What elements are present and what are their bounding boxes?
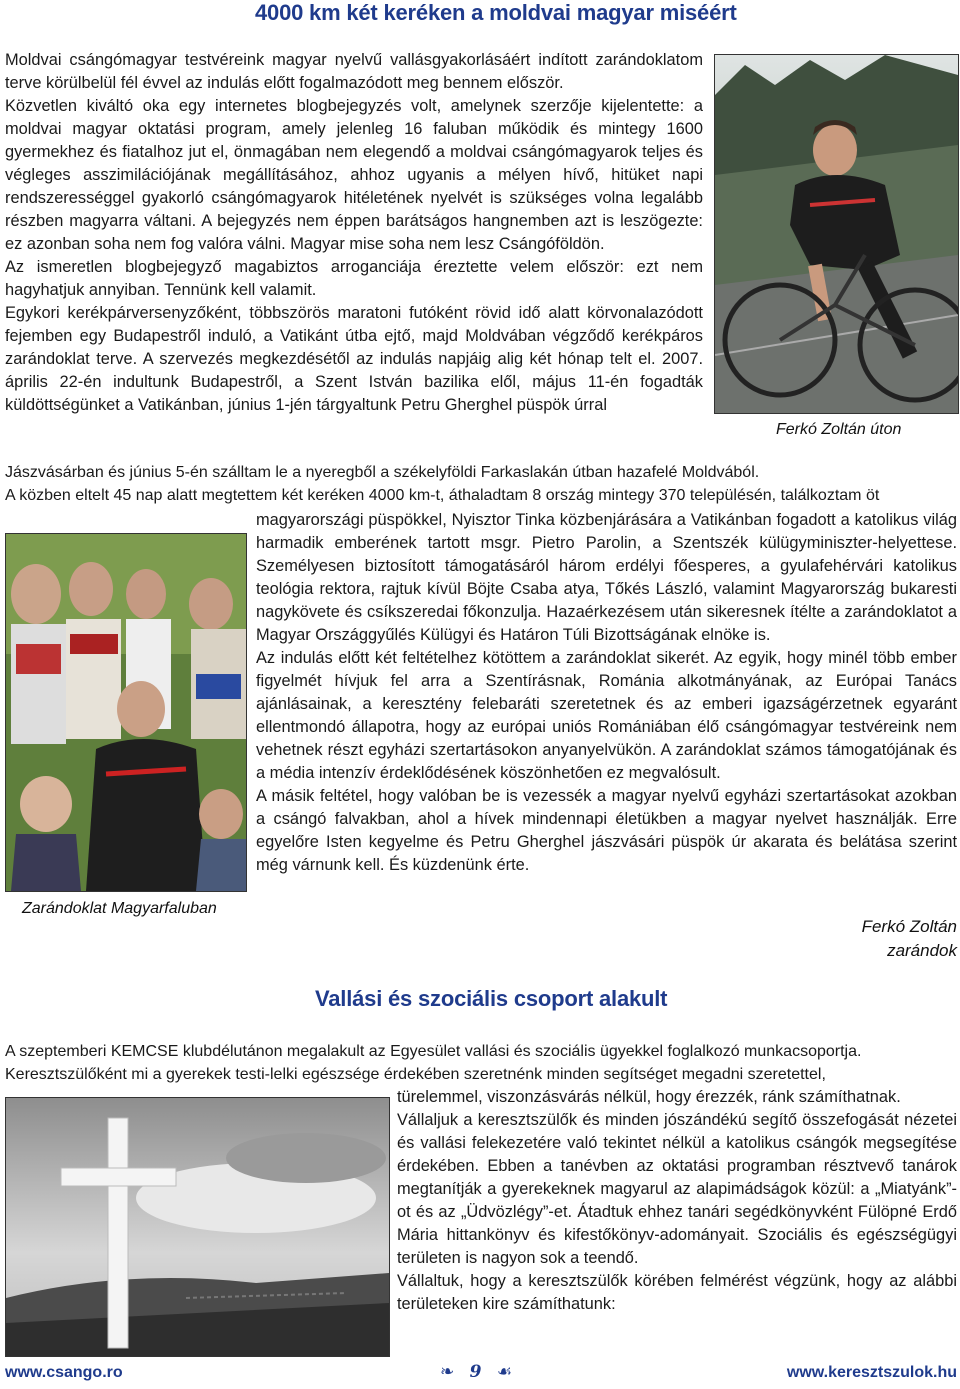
- cross-photo: [5, 1097, 390, 1357]
- article2-line2: Keresztszülőként mi a gyerekek testi-lelki egészsége érdekében szeretnénk minden segítséget megadni szeretettel,: [5, 1066, 826, 1083]
- arrogance-paragraph: Az ismeretlen blogbejegyző magabiztos arroganciája éreztette velem először: ezt nem hagyhatjuk annyiban. Tennünk kell valamit.: [5, 258, 703, 299]
- conditions-paragraph: Az indulás előtt két feltételhez kötöttem a zarándoklat sikerét. Az egyik, hogy minél több ember figyelmét hívjuk fel arra a Szentírásnak, Románia alkotmányának, az Európai Tanács ajánlásainak, a keresztény felebaráti szeretetnek és az emberi igazságérzetnek egyaránt ellentmondó állapotra, hogy az európai uniós Romániában élő csángómagyar testvéreink nem vehetnek részt egyházi szertartásokon anyanyelvükön. A zarándoklat számos támogatójának és a média intenzív érdeklődésének köszönhetően ez megvalósult.: [256, 649, 957, 782]
- bishops-paragraph: magyarországi püspökkel, Nyisztor Tinka közbenjárására a Vatikánban fogadott a katolikus világ harmadik emberének tartott msgr. Pietro Parolin, a Szentszék külügyminiszter-helyettese. Személyesen biztosított támogatásáról három erdélyi főesperes, a gyulafehérvári katolikus teológia rektora, rajtuk kívül Böjte Csaba atya, Tőkés László, valamint Magyarország bukaresti nagykövete és csíkszeredai főkonzulja. Hazaérkezésem után sikeresnek ítélte a zarándoklatot a Magyar Országgyűlés Külügyi és Határon Túli Bizottságának elnöke is.: [256, 511, 957, 644]
- article2-col-line1: türelemmel, viszonzásvárás nélkül, hogy érezzék, ránk számíthatnak.: [397, 1088, 901, 1106]
- article2-col-paragraph-2: Vállaltuk, hogy a keresztszülők körében felmérést végzünk, hogy az alábbi területeken kire számíthatunk:: [397, 1272, 957, 1313]
- signature-role: zarándok: [887, 941, 957, 960]
- article2-line1: A szeptemberi KEMCSE klubdélutánon megalakult az Egyesület vallási és szociális ügyekkel foglalkozó munkacsoportja.: [5, 1043, 862, 1060]
- group-photo: [5, 533, 247, 892]
- article2-col-paragraph: Vállaljuk a keresztszülők és minden jószándékú segítő összefogását nézetei és vallási felekezetére való tekintet nélkül a katolikus csángók megsegítése érdekében. Ebben a tanévben az oktatási programban résztvevő tanárok megtanítják a gyerekeknek magyarul az alapimádságok közül: a „Miatyánk”-ot és az „Üdvözlégy”-et. Átadtuk ehhez tanári segédkönyvként Fülöpné Erdő Mária hittankönyv és kifestőkönyv-adományait. Szociális és egészségügyi területen is nagyon sok a teendő.: [397, 1111, 957, 1267]
- distance-line: A közben eltelt 45 nap alatt megtettem két keréken 4000 km-t, áthaladtam 8 ország mintegy 370 településén, találkoztam öt: [5, 487, 880, 504]
- second-condition-paragraph: A másik feltétel, hogy valóban be is vezessék a magyar nyelvű egyházi szertartásokat azokban a csángó falvakban, ahol a hívek mindennapi életükben a magyar nyelvet használják. Erre egyelőre Isten kegyelme és Petru Gherghel jászvásári püspök úr akarata és belátása szerint még várnunk kell. És küzdenünk érte.: [256, 787, 957, 874]
- signature-name: Ferkó Zoltán: [861, 917, 957, 936]
- page-number: 9: [469, 1362, 482, 1382]
- article-title: 4000 km két keréken a moldvai magyar miséért: [255, 0, 737, 25]
- jaszvasar-line: Jászvásárban és június 5-én szálltam le a nyeregből a székelyföldi Farkaslakán útban hazafelé Moldvából.: [5, 464, 760, 481]
- blog-paragraph: Közvetlen kiváltó oka egy internetes blogbejegyzés volt, amelynek szerzője kijelentette: a moldvai magyar oktatási program, amely jelenleg 16 faluban működik és mintegy 1600 gyermekhez és fiatalhoz jut el, önmagában nem elegendő a moldvai csángómagyarok teljes és végleges asszimilációjának megállításához, ahhoz ugyanis a mélyen hívő, hitüket napi rendszerességgel gyakorló csángómagyarok hitéletének nyelvét is szükséges volna legalább részben magyarra váltani. A bejegyzés nem éppen barátságos hangnemben azt is leszögezte: ez azonban soha nem fog valóra válni. Magyar mise soha nem lesz Csángóföldön.: [5, 97, 703, 253]
- cyclist-photo: [714, 54, 959, 414]
- group-caption: Zarándoklat Magyarfaluban: [22, 900, 217, 917]
- article1-right-column: [256, 509, 957, 877]
- ornament-right-icon: ☙: [496, 1362, 513, 1382]
- racer-paragraph: Egykori kerékpárversenyzőként, többszörös maratoni futóként rövid idő alatt körvonalazódott fejemben egy Budapestről induló, a Vatikánt útba ejtő, majd Moldvában végződő kerékpáros zarándoklat terve. A szervezés megkezdésétől az indulás napjáig alig két hónap telt el. 2007. április 22-én indultunk Budapestről, a Szent István bazilika elől, május 11-én fogadták küldöttségünket a Vatikánban, június 1-jén tárgyaltunk Petru Gherghel püspök úrral: [5, 304, 703, 414]
- page-number-block: [440, 1362, 512, 1382]
- cyclist-caption: Ferkó Zoltán úton: [776, 421, 902, 438]
- article2-title: Vallási és szociális csoport alakult: [315, 986, 668, 1011]
- ornament-left-icon: ❧: [440, 1362, 455, 1382]
- article2-column: [397, 1086, 957, 1316]
- footer-left-link[interactable]: www.csango.ro: [5, 1364, 123, 1381]
- intro-paragraph: Moldvai csángómagyar testvéreink magyar nyelvű vallásgyakorlásáért indított zarándoklatom terve körülbelül fél évvel az indulás előtt fogalmazódott meg bennem először.: [5, 51, 703, 92]
- article1-top-column: [5, 49, 703, 417]
- footer-right-link[interactable]: www.keresztszulok.hu: [786, 1364, 957, 1381]
